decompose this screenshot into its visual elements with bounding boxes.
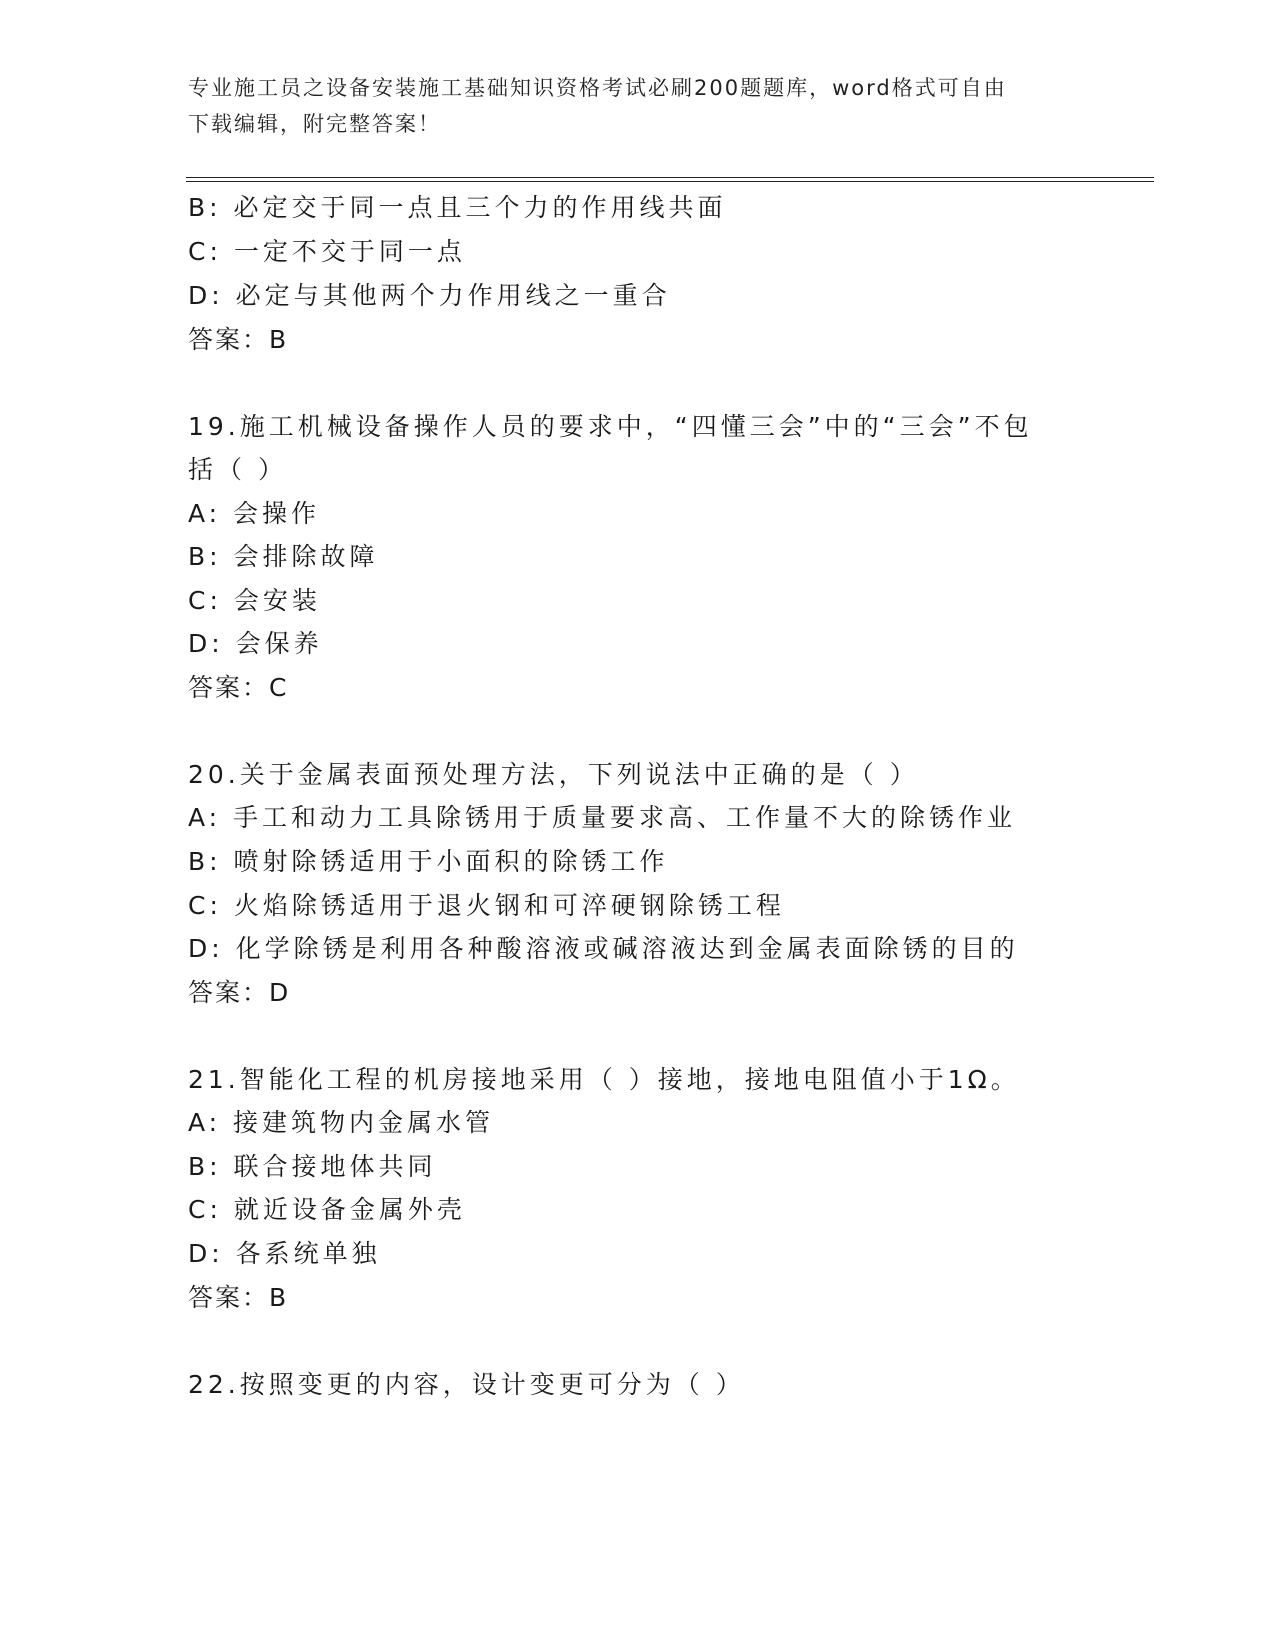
- header-title-line-2: 下载编辑，附完整答案！: [188, 112, 441, 136]
- q20-option-a: A: 手工和动力工具除锈用于质量要求高、工作量不大的除锈作业: [188, 803, 1017, 832]
- q18-option-b: B: 必定交于同一点且三个力的作用线共面: [188, 193, 727, 222]
- q19-option-c: C: 会安装: [188, 586, 321, 615]
- header-divider-bottom: [186, 181, 1154, 182]
- q19-stem-line-2: 括（ ）: [188, 455, 287, 484]
- q20-answer: 答案：D: [188, 978, 291, 1007]
- header-divider-top: [186, 177, 1154, 178]
- q19-stem-line-1: 19.施工机械设备操作人员的要求中，“四懂三会”中的“三会”不包: [188, 412, 1033, 441]
- q18-option-d: D: 必定与其他两个力作用线之一重合: [188, 281, 671, 310]
- q21-option-b: B: 联合接地体共同: [188, 1152, 437, 1181]
- q18-answer: 答案：B: [188, 325, 289, 354]
- q20-stem: 20.关于金属表面预处理方法，下列说法中正确的是（ ）: [188, 760, 919, 789]
- q18-option-c: C: 一定不交于同一点: [188, 237, 466, 266]
- document-header: [188, 70, 1068, 142]
- q21-option-a: A: 接建筑物内金属水管: [188, 1108, 495, 1137]
- q20-option-b: B: 喷射除锈适用于小面积的除锈工作: [188, 847, 669, 876]
- q20-option-d: D: 化学除锈是利用各种酸溶液或碱溶液达到金属表面除锈的目的: [188, 934, 1019, 963]
- q21-answer: 答案：B: [188, 1283, 289, 1312]
- q19-option-b: B: 会排除故障: [188, 542, 379, 571]
- q22-stem: 22.按照变更的内容，设计变更可分为（ ）: [188, 1370, 745, 1399]
- q21-option-c: C: 就近设备金属外壳: [188, 1195, 466, 1224]
- q20-option-c: C: 火焰除锈适用于退火钢和可淬硬钢除锈工程: [188, 891, 785, 920]
- q19-answer: 答案：C: [188, 673, 289, 702]
- q21-stem: 21.智能化工程的机房接地采用（ ）接地，接地电阻值小于1Ω。: [188, 1065, 1020, 1094]
- q19-option-d: D: 会保养: [188, 629, 323, 658]
- q19-option-a: A: 会操作: [188, 499, 321, 528]
- q21-option-d: D: 各系统单独: [188, 1239, 381, 1268]
- header-title-line-1: 专业施工员之设备安装施工基础知识资格考试必刷200题题库，word格式可自由: [188, 76, 1007, 100]
